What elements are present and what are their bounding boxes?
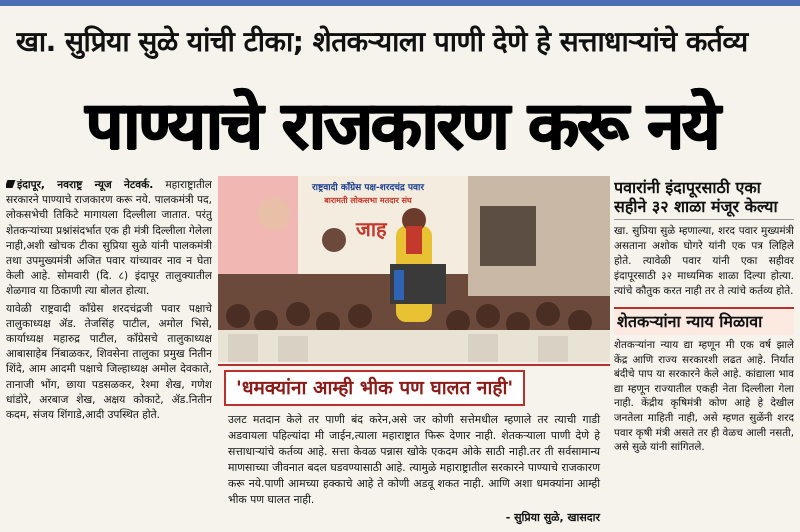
event-photo	[218, 176, 610, 362]
article-para-2: यावेळी राष्ट्रवादी कॉंग्रेस शरदचंद्रजी पवार पक्षाचे तालुकाध्यक्ष ॲड. तेजसिंह पाटील, अमोल भिसे, कार्याध्यक्ष महारुद्र पाटील, कॉंग्रेसचे तालुकाध्यक्ष आबासाहेब निंबाळकर, शिवसेना तालुका प्रमुख नितीन शिंदे, आम आदमी पक्षाचे जिल्हाध्यक्ष अमोल देवकाते, तानाजी भोंग, छाया पडसळकर, रेश्मा शेख, गणेश धांडोरे, अरबाज शेख, अक्षय कोकाटे, ॲड.नितीन कदम, संजय शिंगाडे,आदी उपस्थित होते.	[6, 302, 212, 422]
headline: पाण्याचे राजकारण करू नये	[85, 87, 719, 164]
banner-word: जाह	[356, 217, 387, 241]
article-para-1-text: महाराष्ट्रातील सरकारने पाण्याचे राजकारण करू नये. पालकमंत्री पद, लोकसभेची तिकिटे मागायला दिल्लीला जातात. परंतु शेतकऱ्यांच्या प्रश्नांसंदर्भात एक ही मंत्री दिल्लीला गेलेला नाही,अशी खोचक टीका सुप्रिया सुळे यांनी पालकमंत्री तथा उपमुख्यमंत्री अजित पवार यांच्यावर नाव न घेता केली आहे. सोमवारी (दि. ८) इंदापूर तालुक्यातील शेळगाव या ठिकाणी त्या बोलत होत्या.	[6, 179, 212, 298]
sidebar-column	[614, 178, 794, 526]
quote-body: उलट मतदान केले तर पाणी बंद करेन,असे जर कोणी सत्तेमधील म्हणाले तर त्याची गाडी अडवायला पहिल्यांदा मी जाईन,त्याला महाराष्ट्रात फिरू देणार नाही. शेतकऱ्याला पाणी देणे हे सत्ताधाऱ्यांचे कर्तव्य आहे. सत्ता केवळ पन्नास खोके एकदम ओके साठी नाही.तर ती सर्वसामान्य माणसाच्या जीवनात बदल घडवण्यासाठी आहे. त्यामुळे महाराष्ट्रातील सरकारने पाण्याचे राजकारण करू नये.पाणी आमच्या हक्काचे आहे ते कोणी अडवू शकत नाही. आणि अशा धमक्यांना आम्ही भीक पण घालत नाही.	[228, 413, 600, 506]
event-photo-illustration	[218, 176, 610, 362]
dateline-bullet-icon	[6, 180, 15, 188]
kicker-line: खा. सुप्रिया सुळे यांची टीका; शेतकऱ्याला पाणी देणे हे सत्ताधाऱ्यांचे कर्तव्य	[16, 25, 748, 58]
quote-heading: 'धमक्यांना आम्ही भीक पण घालत नाही'	[224, 370, 525, 406]
quote-signature: - सुप्रिया सुळे, खासदार	[505, 511, 600, 524]
banner-line-1: राष्ट्रवादी कॉंग्रेस पक्ष-शरदचंद्र पवार	[311, 183, 425, 193]
dateline: इंदापूर, नवराष्ट्र न्यूज नेटवर्क.	[17, 179, 154, 191]
quote-box	[218, 364, 610, 528]
top-rule	[0, 0, 800, 6]
sidebar-body-2: शेतकऱ्यांना न्याय द्या म्हणून मी एक वर्ष झाले केंद्र आणि राज्य सरकारशी लढत आहे. निर्यात बंदीचे पाप या सरकारने केले आहे. कांद्याला भाव द्या म्हणून राज्यातील एकही नेता दिल्लीला गेला नाही. केंद्रीय कृषिमंत्री कोण आहे हे देखील जनतेला माहिती नाही, असे म्हणत सुळेंनी शरद पवार कृषी मंत्री असते तर ही वेळच आली नसती, असे सुळे यांनी सांगितले.	[614, 339, 794, 454]
sidebar-heading-1: पवारांनी इंदापूरसाठी एका सहीने ३२ शाळा मंजूर केल्या	[614, 178, 794, 220]
sidebar-body-1: खा. सुप्रिया सुळे म्हणाल्या, शरद पवार मुख्यमंत्री असताना अशोक घोगरे यांनी एक पत्र लिहिले होते. त्यावेळी पवार यांनी एका सहीवर इंदापूरसाठी ३२ माध्यमिक शाळा दिल्या होत्या. त्यांचे कौतुक करत नाही तर ते त्यांचे कर्तव्य होते.	[614, 225, 794, 297]
sidebar-heading-2: शेतकऱ्यांना न्याय मिळावा	[614, 307, 794, 335]
article-para-1	[6, 178, 212, 300]
article-column	[6, 178, 212, 526]
banner-line-2: बारामती लोकसभा मतदार संघ	[324, 196, 412, 205]
